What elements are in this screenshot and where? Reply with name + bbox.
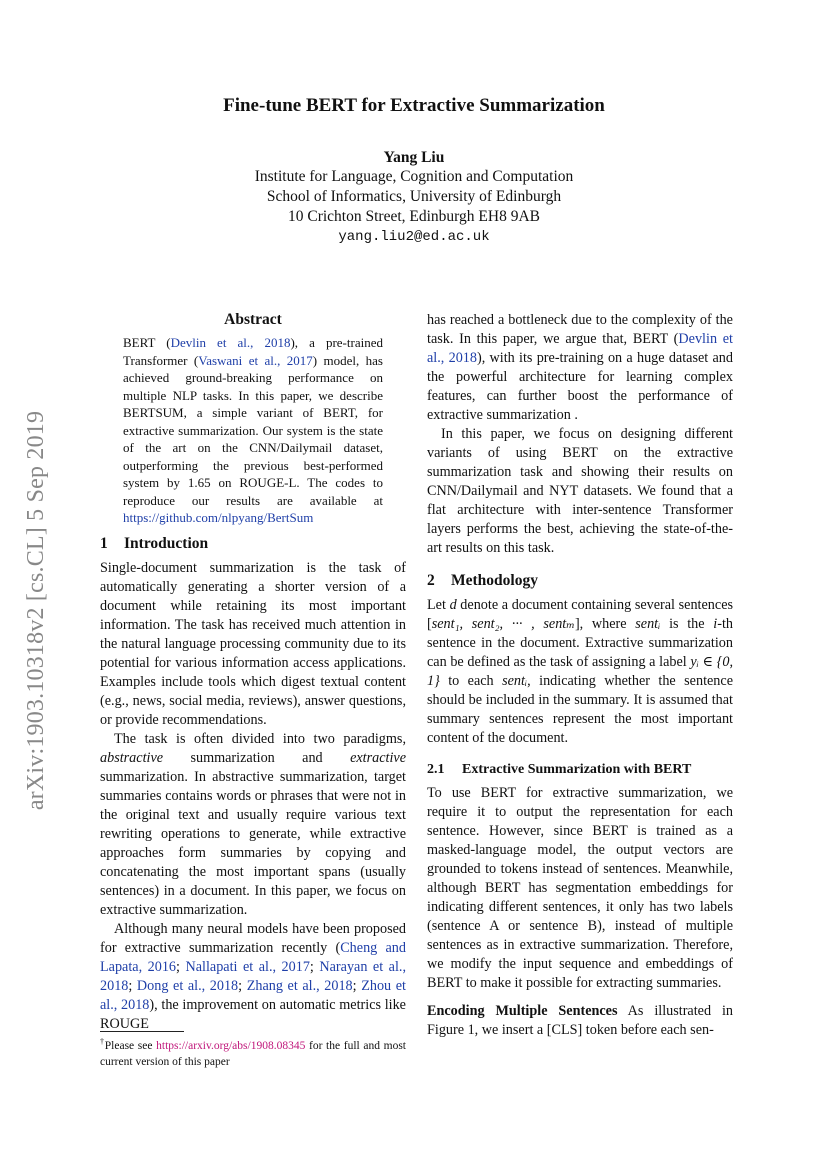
author-name: Yang Liu (383, 149, 445, 166)
methodology-paragraph (427, 596, 733, 748)
intro-paragraph: In this paper, we focus on designing different variants of using BERT on the extractive summarization task and showing their results on CNN/Dailymail and NYT datasets. We found that a flat architecture with inter-sentence Transformer layers performs the best, achieving the state-of-the-art results on this task. (427, 426, 733, 556)
text-run: ; (352, 977, 362, 994)
math-symbol: sentᵢ (635, 616, 661, 632)
abstract-text-run: ), a pre-trained Transformer ( (123, 335, 383, 368)
intro-paragraph (100, 730, 406, 920)
text-run: is the (660, 616, 714, 632)
text-run: to each (439, 673, 503, 689)
paper-title: Fine-tune BERT for Extractive Summarization (223, 95, 605, 116)
citation-link[interactable]: Zhang et al., 2018 (246, 977, 353, 994)
text-run: has reached a bottleneck due to the complexity of the task. In this paper, we argue that, BERT ( (427, 312, 733, 347)
text-run: , indicating whether the sentence should be included in the summary. It is assumed that summary sentences represent the most important content of the document. (427, 673, 733, 746)
abstract-text-run: , a simple variant of BERT, for extractive summarization. Our system is the state of the art on the CNN/Dailymail dataset, outperforming the previous best-performed system by 1.65 on ROUGE-L. The codes to reproduce our results are available at (123, 405, 383, 508)
citation-link[interactable]: Devlin et al., 2018 (427, 331, 733, 366)
run-in-heading: Encoding Multiple Sentences (427, 1003, 618, 1019)
section-heading-methodology (427, 572, 733, 590)
emphasis-abstractive: abstractive (100, 749, 164, 766)
citation-link[interactable]: Zhou et al., 2018 (100, 977, 406, 1013)
emphasis-extractive: extractive (350, 749, 406, 766)
text-run: As illustrated in Figure 1, we insert a [CLS] token before each sen- (427, 1003, 733, 1038)
math-symbol: d (449, 597, 457, 613)
section-title: Methodology (451, 572, 538, 589)
subsection-paragraph: To use BERT for extractive summarization, we require it to output the representation for each sentence. However, since BERT is trained as a masked-language model, the output vectors are grounded to tokens instead of sentences. Meanwhile, although BERT has segmentation embeddings for indicating different sentences, it only has two labels (sentence A or sentence B), instead of multiple sentences as in extractive summarization. Therefore, we modify the input sequence and embeddings of BERT to make it possible for extracting summaries. (427, 785, 733, 991)
text-run: ), the improvement on automatic metrics like ROUGE (100, 996, 406, 1032)
citation-link[interactable]: Nallapati et al., 2017 (185, 958, 310, 975)
text-run: for the full and most current version of this paper (100, 1039, 406, 1068)
section-number: 2 (427, 572, 435, 589)
abstract-text (123, 334, 383, 527)
text-run: ; (128, 977, 137, 994)
author-email[interactable]: yang.liu2@ed.ac.uk (338, 229, 490, 245)
text-run: Let (427, 597, 450, 613)
section-number: 1 (100, 534, 108, 552)
citation-link[interactable]: Devlin et al., 2018 (170, 335, 291, 350)
intro-paragraph: Single-document summarization is the task of automatically generating a shorter version of a document while retaining its most important information. The task has received much attention in the natural language processing community due to its potential for various information access applications. Examples include tools which digest textual content (e.g., news, social media, reviews), answer questions, or provide recommendations. (100, 559, 406, 728)
footnote-mark: † (100, 1037, 105, 1046)
intro-paragraph (100, 920, 406, 1034)
text-run: ; (238, 977, 247, 994)
bertsum-name: BERTSUM (123, 405, 184, 420)
citation-link[interactable]: Narayan et al., 2018 (100, 958, 406, 994)
section-title: Introduction (124, 534, 209, 552)
abstract-text-run: ) model, has achieved ground-breaking performance on multiple NLP tasks. In this paper, we describe (123, 352, 383, 403)
code-url-link[interactable]: https://github.com/nlpyang/BertSum (123, 510, 314, 525)
text-run: Although many neural models have been proposed for extractive summarization recently ( (100, 920, 406, 956)
text-run: summarization and (163, 749, 351, 766)
text-run: ), with its pre-training on a huge dataset and the powerful architecture for learning complex features, can further boost the performance of extractive summarization . (427, 350, 733, 423)
abstract-text-run: BERT ( (123, 335, 171, 350)
text-run: ], where (574, 616, 636, 632)
affiliation-line: 10 Crichton Street, Edinburgh EH8 9AB (288, 208, 540, 225)
math-symbol: yᵢ ∈ {0, 1} (427, 654, 733, 689)
citation-link[interactable]: Vaswani et al., 2017 (198, 352, 313, 368)
math-symbol: sentᵢ (502, 673, 528, 689)
citation-link[interactable]: Dong et al., 2018 (136, 977, 239, 994)
abstract-heading: Abstract (224, 311, 282, 328)
affiliation-line: Institute for Language, Cognition and Computation (254, 168, 574, 185)
affiliation-line: School of Informatics, University of Edinburgh (266, 188, 562, 205)
footnote (100, 1034, 406, 1070)
text-run: The task is often divided into two paradigms, (114, 730, 406, 747)
subsection-number: 2.1 (427, 762, 445, 777)
right-column (427, 311, 733, 1040)
text-run: -th sentence in the document. Extractive summarization can be defined as the task of assigning a label (427, 616, 733, 670)
title-block (0, 95, 828, 247)
arxiv-side-stamp (12, 375, 62, 845)
text-run: Please see (104, 1039, 157, 1052)
text-run: ; (176, 958, 186, 975)
math-symbol: sent₁, sent₂, ··· , sentₘ (431, 616, 575, 632)
text-run: summarization. In abstractive summarization, target summaries contains words or phrases that were not in the original text and usually require various text rewriting operations to generate, while extractive approaches form summaries by copying and concatenating the most important spans (usually sentences) in a document. In this paper, we focus on extractive summarization. (100, 768, 406, 918)
math-symbol: i (713, 616, 718, 632)
citation-link[interactable]: Cheng and Lapata, 2016 (100, 939, 406, 975)
encoding-paragraph (427, 1002, 733, 1040)
left-column (100, 311, 406, 1034)
text-run: ; (309, 958, 320, 975)
intro-continuation-paragraph (427, 311, 733, 425)
footnote-divider (100, 1031, 184, 1032)
footnote-url-link[interactable]: https://arxiv.org/abs/1908.08345 (156, 1039, 306, 1052)
subsection-heading (427, 762, 733, 778)
subsection-title: Extractive Summarization with BERT (462, 762, 692, 777)
text-run: denote a document containing several sentences [ (427, 597, 734, 632)
section-heading-introduction (100, 535, 406, 553)
arxiv-identifier: arXiv:1903.10318v2 [cs.CL] 5 Sep 2019 (23, 410, 50, 810)
